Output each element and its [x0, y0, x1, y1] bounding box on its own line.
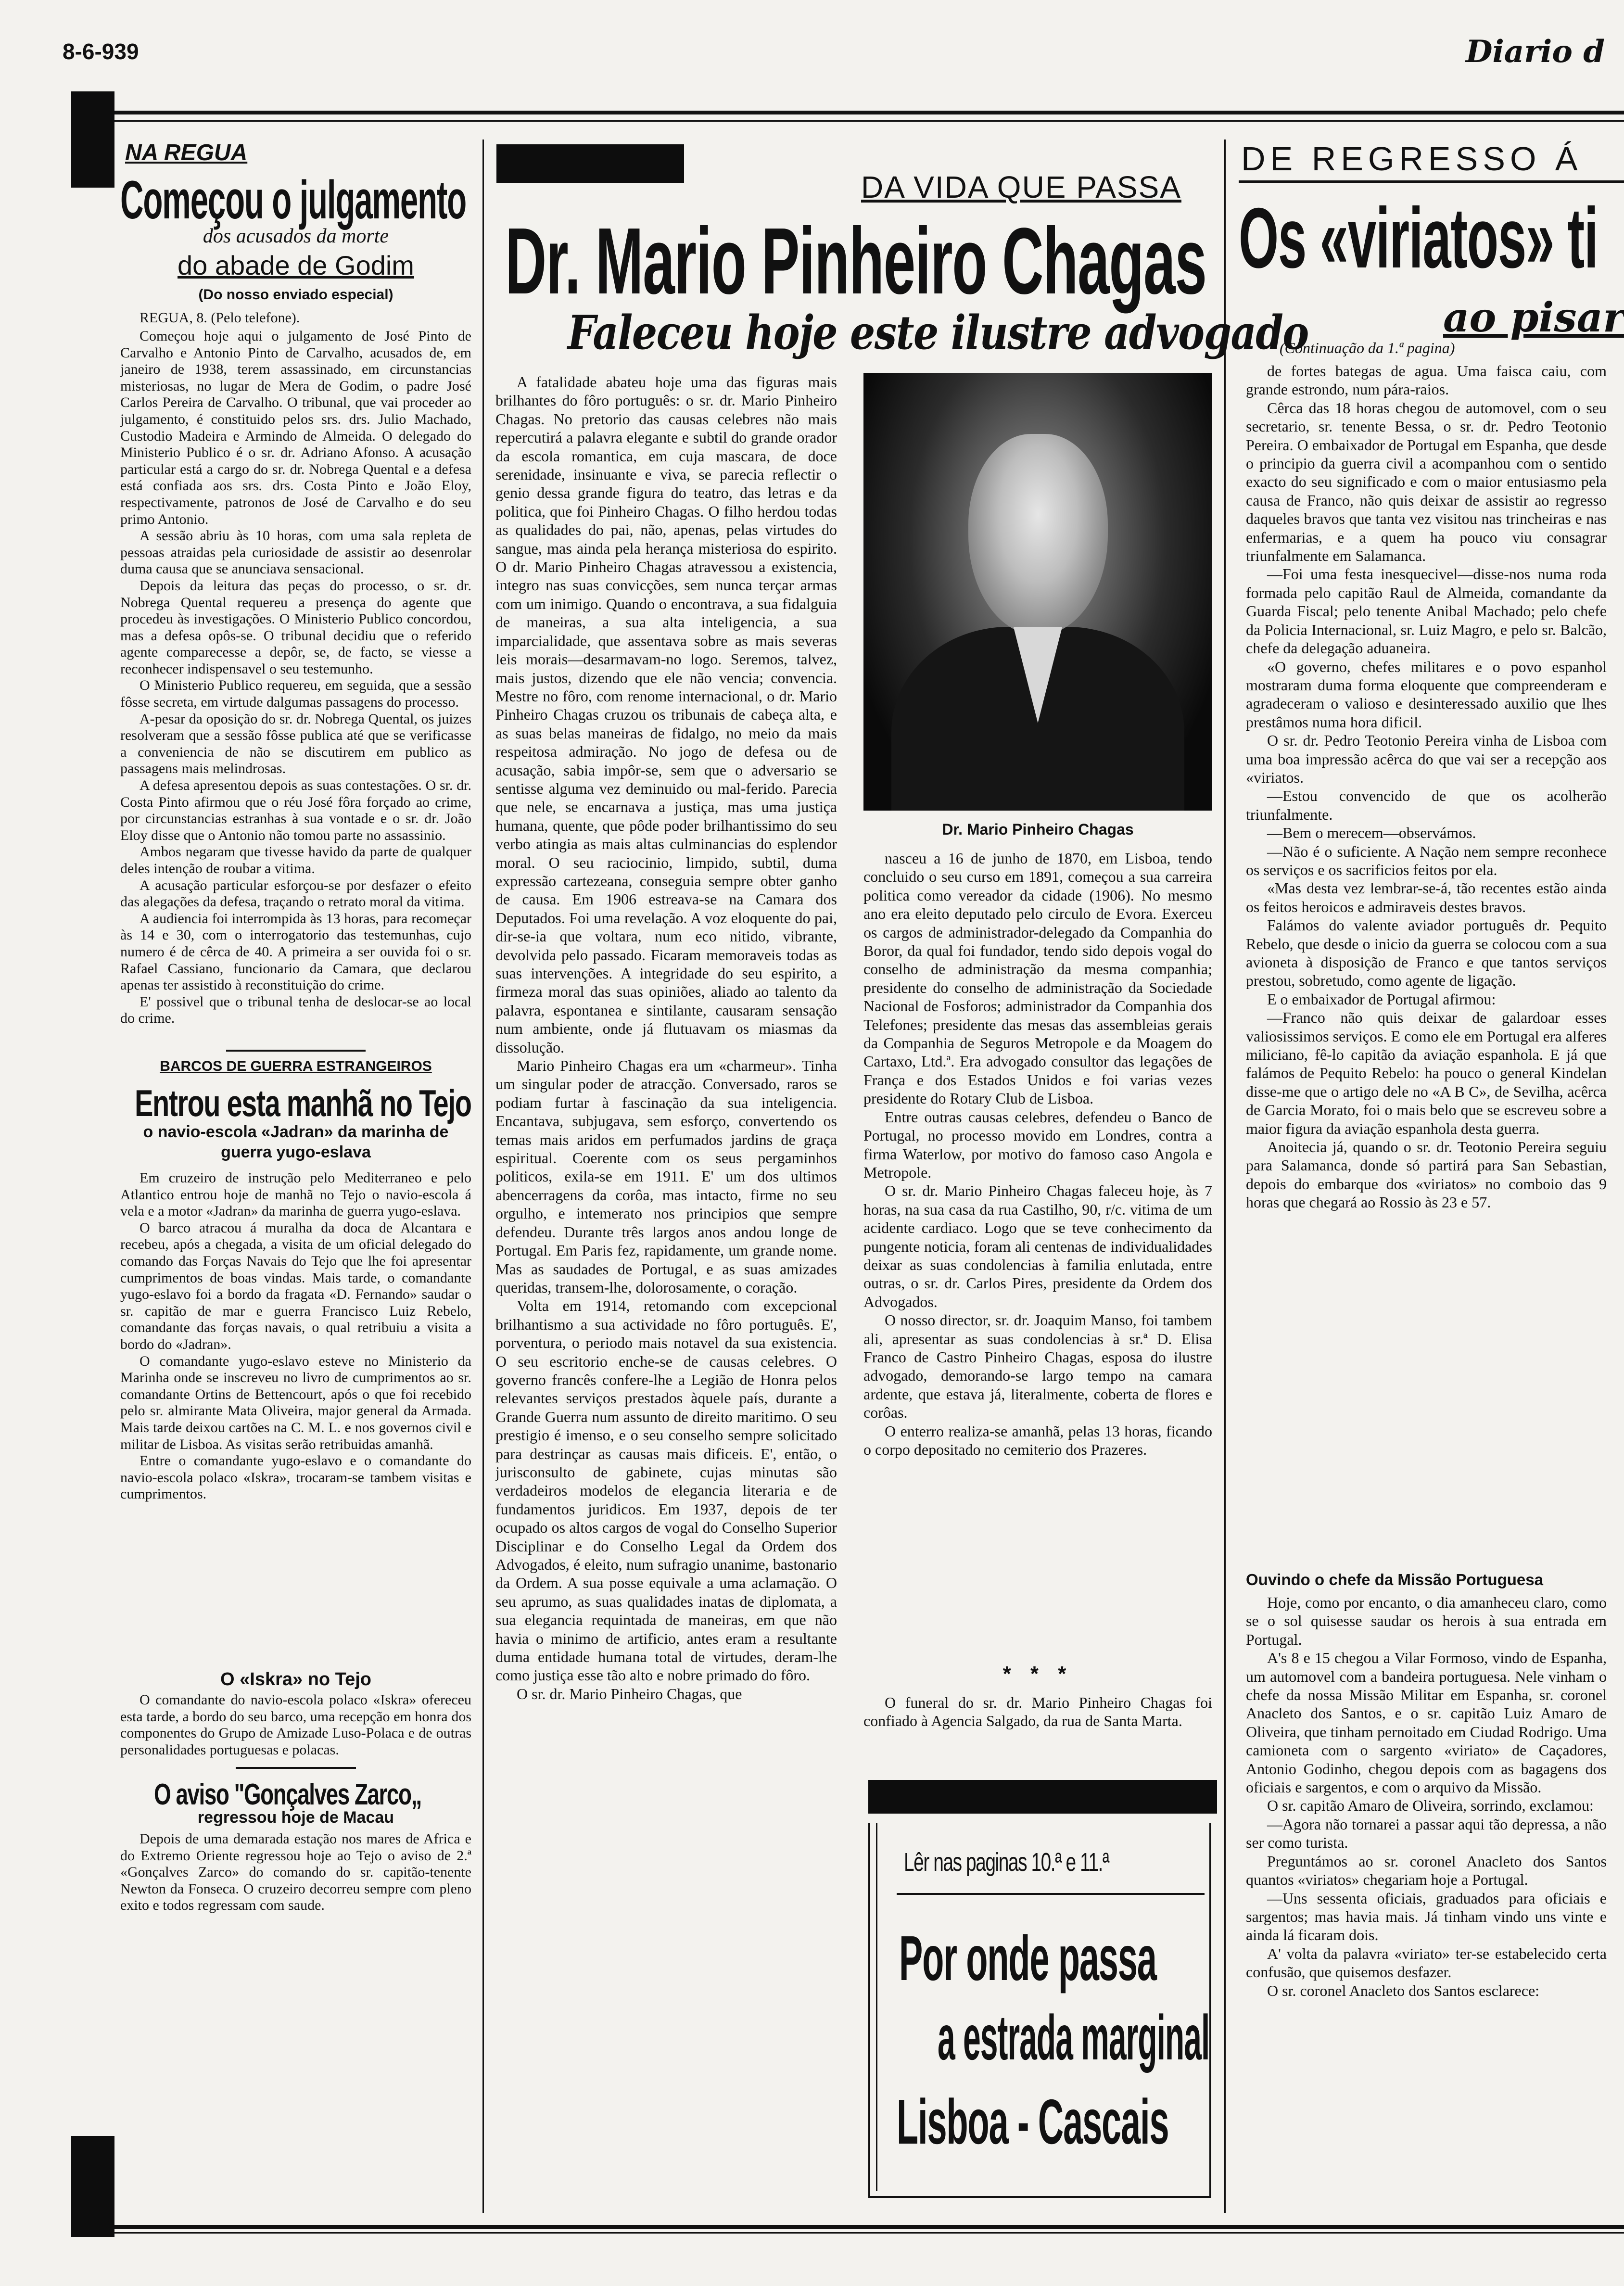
center-subheadline: Faleceu hoje este ilustre advogado — [568, 305, 1308, 360]
paragraph: Entre o comandante yugo-eslavo e o comandante do navio-escola polaco «Iskra», trocaram-se tambem visitas e cumprimentos. — [120, 1453, 471, 1502]
section-headline-iskra: O «Iskra» no Tejo — [220, 1669, 371, 1689]
paragraph: Volta em 1914, retomando com excepcional brilhantismo a sua actividade no fôro português. E', porventura, o periodo mais notavel da sua existencia. O seu escritorio enche-se de causas celebres. O governo francês confere-lhe a Legião de Honra pelos relevantes serviços prestados àquele país, durante a Grande Guerra num assunto de direito maritimo. O seu prestigio é imenso, e o seu conselho sempre solicitado para destrinçar as causas mais dificeis. E', então, o jurisconsulto de gabinete, cujas minutas são verdadeiros modelos de elegancia literaria e de fundamentos juridicos. Em 1937, depois de ter ocupado os altos cargos de vogal do Conselho Superior Disciplinar e do Conselho Legal da Ordem dos Advogados, é eleito, num sufragio unanime, bastonario da Ordem. A sua posse equivale a uma aclamação. O seu aprumo, as suas qualidades inatas de diplomata, a sua elegancia requintada de maneiras, em que não havia o minimo de artificio, antes eram a resultante duma entidade humana total de virtudes, deram-lhe como justiça esse tão alto e nobre primado do fôro. — [495, 1297, 837, 1684]
subheadline-large: do abade de Godim — [178, 250, 414, 280]
paragraph: —Franco não quis deixar de galardoar esses valiosissimos serviços. E como ele em Portugal era alferes miliciano, fê-lo capitão da aviação espanhola. E já que falámos de Pequito Rebelo: ha pouco o general Kindelan disse-me que o artigo dele no «A B C», de Sevilha, acêrca de Garcia Morato, foi o mais belo que se escreveu sobre a maior figura da aviação espanhola desta guerra. — [1246, 1009, 1607, 1137]
dateline: REGUA, 8. (Pelo telefone). — [140, 310, 300, 326]
paragraph: —Não é o suficiente. A Nação nem sempre reconhece os serviços e os sacrificios feitos por ela. — [1246, 842, 1607, 878]
paragraph: Cêrca das 18 horas chegou de automovel, com o seu secretario, sr. tenente Bessa, o sr. dr. Pedro Teotonio Pereira. O embaixador de Portugal em Espanha, que desde o principio da guerra civil a acompanhou com o sentido exacto do seu significado e com o maior entusiasmo pela causa de Franco, não quis deixar de assistir ao regresso daqueles bravos que tanta vez visitou nas trincheiras e nas enfermarias, e a quem ha pouco viu consagrar triunfalmente em Salamanca. — [1246, 399, 1607, 565]
paragraph: A-pesar da oposição do sr. dr. Nobrega Quental, os juizes resolveram que a sessão fôsse publica até que se verificasse a conveniencia de não se discutirem em publico as passagens mais melindrosas. — [120, 711, 471, 777]
missao-body — [1246, 1593, 1607, 2219]
paragraph: «Mas desta vez lembrar-se-á, tão recentes estão ainda os feitos heroicos e admiraveis destes bravos. — [1246, 879, 1607, 915]
paragraph: O sr. dr. Mario Pinheiro Chagas, que — [517, 1685, 742, 1702]
center-kicker: DA VIDA QUE PASSA — [861, 170, 1181, 204]
obituary-body-continued — [863, 849, 1212, 1664]
byline: (Do nosso enviado especial) — [198, 287, 393, 303]
paragraph: O enterro realiza-se amanhã, pelas 13 horas, ficando o corpo depositado no cemiterio dos Prazeres. — [863, 1422, 1212, 1458]
section-kicker: BARCOS DE GUERRA ESTRANGEIROS — [160, 1058, 432, 1074]
paragraph: O sr. dr. Pedro Teotonio Pereira vinha de Lisboa com uma boa impressão acêrca do que vai ser a recepção aos «viriatos. — [1246, 732, 1607, 786]
column-rule-2 — [1224, 140, 1226, 2213]
paragraph: Hoje, como por encanto, o dia amanheceu claro, como se o sol quisesse saudar os herois à sua entrada em Portugal. — [1246, 1594, 1607, 1648]
bottom-rule — [111, 2225, 1624, 2229]
divider — [226, 1050, 366, 1052]
section-body-iskra — [120, 1692, 471, 1759]
kicker-bar — [496, 144, 684, 183]
paragraph: O funeral do sr. dr. Mario Pinheiro Chagas foi confiado à Agencia Salgado, da rua de Santa Marta. — [863, 1694, 1212, 1730]
kicker: NA REGUA — [125, 140, 248, 165]
asterisks: * * * — [1002, 1662, 1073, 1686]
right-headline: Os «viriatos» ti — [1239, 190, 1598, 286]
paragraph: A acusação particular esforçou-se por desfazer o efeito das alegações da defesa, traçando o retrato moral da vitima. — [120, 877, 471, 910]
paragraph: Em cruzeiro de instrução pelo Mediterraneo e pelo Atlantico entrou hoje de manhã no Tejo o navio-escola á vela e a motor «Jadran» da marinha de guerra yugo-eslava. — [120, 1170, 471, 1219]
section-headline-missao: Ouvindo o chefe da Missão Portuguesa — [1246, 1571, 1543, 1588]
promo-inner-rule — [876, 1823, 877, 2191]
divider — [236, 1767, 356, 1769]
paragraph: E o embaixador de Portugal afirmou: — [1267, 990, 1496, 1008]
promo-line-3: Lisboa - Cascais — [897, 2086, 1169, 2157]
top-rule — [111, 111, 1624, 114]
paragraph: Depois da leitura das peças do processo, o sr. dr. Nobrega Quental requereu a presença do agente que procedeu às investigações. O Ministerio Publico concordou, mas a defesa opôs-se. O tribunal decidiu que o referido agente comparecesse a depôr, se, de facto, se viesse a reconhecer indispensavel o seu testemunho. — [120, 577, 471, 677]
right-kicker: DE REGRESSO Á — [1241, 140, 1583, 178]
paragraph: O sr. capitão Amaro de Oliveira, sorrindo, exclamou: — [1267, 1797, 1594, 1815]
paragraph: Anoitecia já, quando o sr. dr. Teotonio Pereira seguiu para Salamanca, donde só partirá para San Sebastian, depois do embarque dos «viriatos» no comboio das 9 horas que chegará ao Rossio às 23 e 57. — [1246, 1138, 1607, 1211]
paragraph: A fatalidade abateu hoje uma das figuras mais brilhantes do fôro português: o sr. dr. Mario Pinheiro Chagas. No pretorio das causas celebres não mais repercutirá a palavra elegante e subtil do grande orador da escola romantica, em cuja mascara, de doce serenidade, insinuante e viva, se parecia reflectir o genio dessa grande figura do teatro, das letras e da politica, que foi Pinheiro Chagas. O filho herdou todas as qualidades do pai, não, apenas, pelas virtudes do sangue, mas ainda pela herança misteriosa do espirito. O dr. Mario Pinheiro Chagas atravessou a existencia, integro nas suas convicções, sem nunca terçar armas com um inimigo. Quando o encontrava, a sua fidalguia de maneiras, a sua alta inteligencia, a sua imparcialidade, que assentava sobre as mais severas leis morais—desarmavam-no logo. Seremos, talvez, mais justos, dizendo que ele não vencia; convencia. Mestre no fôro, com renome internacional, o dr. Mario Pinheiro Chagas cruzou os tribunais de cabeça alta, e as suas belas maneiras de fidalgo, no meio da mais respeitosa admiração. No jogo de defesa ou de acusação, sabia impôr-se, sem que o adversario se sentisse alguma vez deminuido ou mal-ferido. Parecia que nele, se encarnava a justiça, mas uma justiça humana, quente, que pôde poder brilhantissimo do seu verbo atingia as mais altas culminancias do esplendor moral. O seu raciocinio, limpido, subtil, duma expressão cartezeana, conseguia sempre obter ganho de causa. Em 1906 estreava-se na Camara dos Deputados. Foi uma revelação. A voz eloquente do pai, dir-se-ia que voltara, num eco nitido, vibrante, devolvida pelo passado. Ficaram memoraveis todas as suas intervenções. A integridade do seu espirito, a firmeza moral das suas opiniões, aliado ao talento da palavra, espontanea e sintilante, causaram sensação num ambiente, onde já flutuavam os miasmas da dissolução. — [495, 373, 837, 1056]
paragraph: O sr. dr. Mario Pinheiro Chagas faleceu hoje, às 7 horas, na sua casa da rua Castilho, 90, r/c. vitima de um acidente cardiaco. Logo que se teve conhecimento da pungente noticia, foram ali centenas de individualidades deixar as suas condolencias à familia enlutada, entre outras, o sr. dr. Carlos Pires, presidente da Ordem dos Advogados. — [863, 1182, 1212, 1310]
kicker-rule — [1239, 180, 1624, 183]
paragraph: A' volta da palavra «viriato» ter-se estabelecido certa confusão, que quisemos desfazer. — [1246, 1944, 1607, 1981]
paragraph: Depois de uma demarada estação nos mares de Africa e do Extremo Oriente regressou hoje ao Tejo o aviso de 2.ª «Gonçalves Zarco» do comando do sr. capitão-tenente Newton da Fonseca. O cruzeiro decorreu sempre com pleno exito e todos regressam com saude. — [120, 1831, 471, 1914]
paragraph: O comandante yugo-eslavo esteve no Ministerio da Marinha onde se inscreveu no livro de cumprimentos ao sr. comandante Ortins de Bettencourt, após o que foi recebido pelo sr. almirante Mata Oliveira, major general da Armada. Mais tarde deixou cartões na C. M. L. e nos governos civil e militar de Lisboa. As visitas serão retribuidas amanhã. — [120, 1353, 471, 1452]
funeral-note — [863, 1693, 1212, 1751]
paragraph: A audiencia foi interrompida às 13 horas, para recomeçar às 14 e 30, com o interrogatorio das testemunhas, cujo numero é de cêrca de 40. A primeira a ser ouvida foi o sr. Rafael Cassiano, funcionario da Camara, que declarou apenas ter assistido à reconstituição do crime. — [120, 910, 471, 993]
subheadline: dos acusados da morte — [203, 225, 389, 247]
section-body-zarco — [120, 1831, 471, 1933]
paragraph: O barco atracou á muralha da doca de Alcantara e recebeu, após a chegada, a visita de um oficial delegado do comando das Forças Navais do Tejo que lhe foi apresentar cumprimentos de boas vindas. Mais tarde, o comandante yugo-eslavo foi a bordo da fragata «D. Fernando» saudar o sr. capitão de mar e guerra Francisco Luiz Rebelo, comandante das forças navais, o qual retribuiu a visita a bordo do «Jadran». — [120, 1219, 471, 1352]
issue-date: 8-6-939 — [63, 39, 139, 64]
viriatos-body — [1246, 362, 1607, 1569]
obituary-body — [495, 373, 837, 2220]
promo-line-1: Por onde passa — [899, 1923, 1156, 1994]
article-body — [120, 328, 471, 1045]
paragraph: —Bem o merecem—observámos. — [1267, 824, 1476, 842]
paragraph: Ambos negaram que tivesse havido da parte de qualquer deles intenção de roubar a vitima. — [120, 844, 471, 876]
section-body — [120, 1170, 471, 1667]
promo-line-2: a estrada marginal — [938, 2002, 1210, 2073]
section-headline-zarco: O aviso "Gonçalves Zarco„ — [154, 1778, 421, 1811]
right-subheadline: ao pisar — [1443, 293, 1624, 341]
binding-mark-bottom — [71, 2136, 114, 2237]
left-article — [120, 140, 471, 1933]
bottom-rule-thin — [111, 2232, 1624, 2234]
binding-mark-top — [71, 91, 114, 188]
paragraph: —Foi uma festa inesquecivel—disse-nos numa roda formada pelo capitão Raul de Almeida, comandante da Guarda Fiscal; pelo tenente Anibal Machado; pelo chefe da Policia Internacional, sr. Luiz Magro, e pelo sr. Balcão, chefe da delegação aduaneira. — [1246, 565, 1607, 657]
paragraph: —Estou convencido de que os acolherão triunfalmente. — [1246, 787, 1607, 823]
paragraph: Falámos do valente aviador português dr. Pequito Rebelo, que desde o inicio da guerra se colocou com a sua avioneta à disposição de Franco e que tantos serviços prestou, sobretudo, como agente de ligação. — [1246, 916, 1607, 990]
paragraph: de fortes bategas de agua. Uma faisca caiu, com grande estrondo, num pára-raios. — [1246, 362, 1607, 398]
continuation-note: (Continuação da 1.ª pagina) — [1280, 339, 1455, 356]
paragraph: —Uns sessenta oficiais, graduados para oficiais e sargentos; mas havia mais. Já tinham vindo uns vinte e ainda lá ficaram dois. — [1246, 1889, 1607, 1944]
paragraph: A defesa apresentou depois as suas contestações. O sr. dr. Costa Pinto afirmou que o réu José fôra forçado ao crime, por circunstancias estranhas à sua vontade e o sr. dr. João Eloy disse que o Antonio não tomou parte no assassinio. — [120, 777, 471, 843]
paragraph: «O governo, chefes militares e o povo espanhol mostraram duma forma eloquente que compreenderam e agradeceram o valioso e desinteressado auxilio que lhes prestâmos numa hora dificil. — [1246, 658, 1607, 731]
promo-divider — [897, 1893, 1205, 1895]
headline: Começou o julgamento — [120, 170, 466, 230]
section-headline: Entrou esta manhã no Tejo — [135, 1082, 471, 1124]
paragraph: O comandante do navio-escola polaco «Iskra» ofereceu esta tarde, a bordo do seu barco, uma recepção em honra dos componentes do Grupo de Amizade Luso-Polaca e de outras personalidades portuguesas e polacas. — [120, 1692, 471, 1758]
paragraph: Preguntámos ao sr. coronel Anacleto dos Santos quantos «viriatos» chegariam hoje a Portugal. — [1246, 1852, 1607, 1889]
top-rule-thin — [111, 120, 1624, 122]
newspaper-name: Diario d — [1465, 34, 1605, 70]
promo-pages: Lêr nas paginas 10.ª e 11.ª — [904, 1848, 1109, 1877]
paragraph: Mario Pinheiro Chagas era um «charmeur». Tinha um singular poder de atracção. Conversado, raros se podiam furtar à fascinação da sua inteligencia. Encantava, subjugava, sem esforço, convertendo os temas mais aridos em perfumados jardins de graça espiritual. Coerente com os seus pergaminhos politicos, exila-se em 1911. E' um dos ultimos abencerragens da corôa, mas intacto, firme no seu orgulho, e intemerato nos principios que sempre defendeu. Durante três largos anos andou longe de Portugal. Em Paris fez, rapidamente, um grande nome. Mas as saudades de Portugal, e as suas amizades queridas, transem-lhe, dolorosamente, o coração. — [495, 1057, 837, 1296]
portrait-photo — [863, 373, 1212, 811]
section-subheadline-zarco: regressou hoje de Macau — [197, 1808, 394, 1827]
paragraph: A sessão abriu às 10 horas, com uma sala repleta de pessoas atraidas pela curiosidade de assistir ao desenrolar duma causa que se anunciava sensacional. — [120, 528, 471, 577]
paragraph: A's 8 e 15 chegou a Vilar Formoso, vindo de Espanha, um automovel com a bandeira portuguesa. Nele vinham o chefe da nossa Missão Militar em Espanha, sr. coronel Anacleto dos Santos, e o sr. capitão Luiz Amaro de Oliveira, que tinham pernoitado em Ciudad Rodrigo. Uma camioneta com o sargento «viriato» de Caçadores, Antonio Godinho, chegou depois com as bagagens dos oficiais e sargentos, e com o arquivo da Missão. — [1246, 1649, 1607, 1796]
promo-top-bar — [868, 1780, 1217, 1814]
paragraph: O Ministerio Publico requereu, em seguida, que a sessão fôsse secreta, em virtude dalgumas passagens do processo. — [120, 677, 471, 711]
paragraph: Começou hoje aqui o julgamento de José Pinto de Carvalho e Antonio Pinto de Carvalho, acusados de, em janeiro de 1938, terem assassinado, em circunstancias misteriosas, no lugar de Mera de Godim, o padre José Carlos Pereira de Carvalho. O tribunal, que vai proceder ao julgamento, é constituido pelos srs. drs. Julio Machado, Custodio Madeira e Armindo de Almeida. O delegado do Ministerio Publico é o sr. dr. Adriano Afonso. A acusação particular está a cargo do sr. dr. Nobrega Quental e a defesa está confiada aos srs. drs. Costa Pinto e João Eloy, respectivamente, patronos de José de Carvalho e do seu primo Antonio. — [120, 328, 471, 527]
section-subheadline: o navio-escola «Jadran» da marinha de guerra yugo-eslava — [143, 1123, 449, 1161]
center-headline: Dr. Mario Pinheiro Chagas — [505, 208, 1206, 314]
paragraph: E' possivel que o tribunal tenha de deslocar-se ao local do crime. — [120, 993, 471, 1027]
paragraph: Entre outras causas celebres, defendeu o Banco de Portugal, no processo movido em Londres, contra a firma Waterlow, por motivo do famoso caso Angola e Metropole. — [863, 1108, 1212, 1181]
promo-box — [868, 1823, 1211, 2198]
photo-caption: Dr. Mario Pinheiro Chagas — [942, 821, 1134, 838]
paragraph: O nosso director, sr. dr. Joaquim Manso, foi tambem ali, apresentar as suas condolencias à sr.ª D. Elisa Franco de Castro Pinheiro Chagas, esposa do ilustre advogado, demorando-se largo tempo na camara ardente, que estava já, literalmente, coberta de flores e corôas. — [863, 1311, 1212, 1422]
paragraph: O sr. coronel Anacleto dos Santos esclarece: — [1267, 1981, 1540, 1999]
paragraph: —Agora não tornarei a passar aqui tão depressa, a não ser como turista. — [1246, 1815, 1607, 1852]
paragraph: nasceu a 16 de junho de 1870, em Lisboa, tendo concluido o seu curso em 1891, começou a sua carreira politica como vereador da cidade (1906). No mesmo ano era eleito deputado pelo circulo de Evora. Exerceu os cargos de administrador-delegado da Companhia do Boror, da qual foi fundador, tendo sido depois vogal do conselho de administração da mesma companhia; presidente do conselho de administração da Sociedade Nacional de Fosforos; administrador da Companhia dos Telefones; presidente das mesas das assembleias gerais da Companhia de Seguros Metropole e da Moagem do Cartaxo, Ltd.ª. Era advogado consultor das legações de França e dos Estados Unidos e foi varias vezes presidente do Rotary Club de Lisboa. — [863, 850, 1212, 1107]
column-rule-1 — [482, 140, 484, 2213]
